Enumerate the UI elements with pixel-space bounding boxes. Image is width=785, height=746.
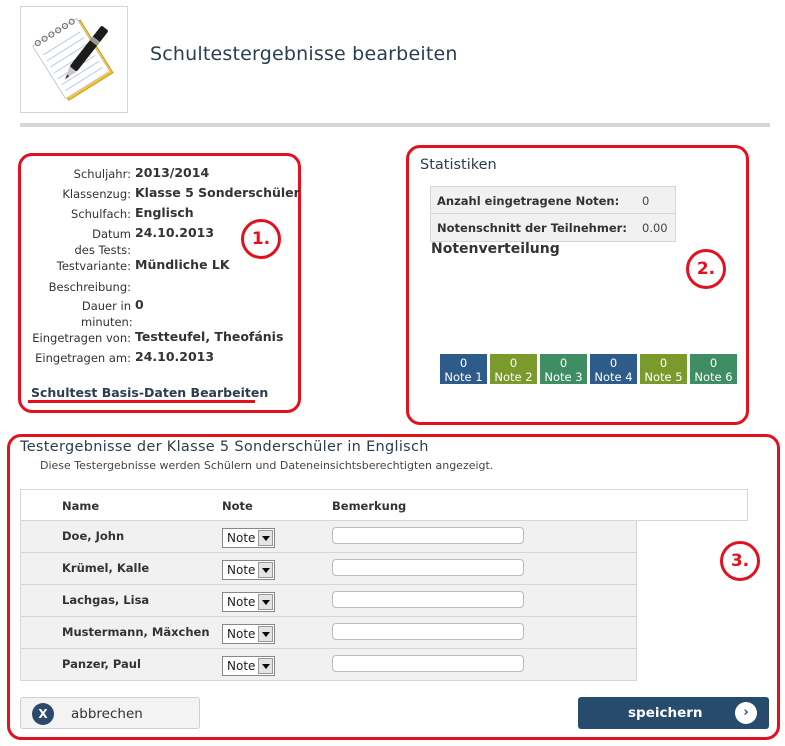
grade-select-value: Note	[227, 659, 256, 673]
grade-label: Note 4	[594, 370, 633, 384]
info-value: 24.10.2013	[135, 225, 215, 240]
annotation-badge-2: 2.	[686, 249, 726, 289]
grade-select[interactable]	[222, 624, 275, 644]
student-name: Lachgas, Lisa	[62, 593, 150, 607]
stats-row-average	[431, 214, 675, 241]
stats-value: 0.00	[642, 221, 668, 235]
statistics-table	[430, 186, 676, 242]
info-label: Eingetragen von:	[32, 331, 131, 345]
grade-select[interactable]	[222, 560, 275, 580]
page-title: Schultestergebnisse bearbeiten	[150, 43, 458, 65]
results-table-body	[20, 521, 637, 681]
grade-select[interactable]	[222, 656, 275, 676]
chevron-down-icon[interactable]	[258, 594, 273, 610]
stats-row-count	[431, 187, 675, 214]
results-table	[20, 489, 748, 681]
grade-bar-note-1	[440, 354, 487, 384]
grade-count: 0	[709, 356, 718, 370]
grade-label: Note 6	[694, 370, 733, 384]
remark-input[interactable]	[332, 623, 524, 640]
student-name: Krümel, Kalle	[62, 561, 150, 575]
info-label: Testvariante:	[56, 259, 131, 273]
remark-input[interactable]	[332, 655, 524, 672]
info-label: Dauer in minuten:	[81, 299, 133, 329]
stats-value: 0	[642, 194, 650, 208]
table-row	[21, 553, 636, 585]
edit-basis-data-link[interactable]: Schultest Basis-Daten Bearbeiten	[31, 385, 269, 400]
grade-label: Note 5	[644, 370, 683, 384]
info-value: 2013/2014	[135, 165, 210, 180]
column-header-bemerkung: Bemerkung	[332, 499, 407, 513]
info-label: Beschreibung:	[48, 280, 131, 294]
info-value: 24.10.2013	[135, 349, 215, 364]
remark-input[interactable]	[332, 591, 524, 608]
header-divider	[20, 123, 770, 127]
info-value: 0	[135, 297, 144, 312]
info-value: Englisch	[135, 205, 194, 220]
annotation-underline	[28, 400, 255, 403]
save-button[interactable]	[578, 697, 769, 729]
column-header-note: Note	[222, 499, 253, 513]
grade-count: 0	[609, 356, 618, 370]
table-row	[21, 617, 636, 649]
grade-select[interactable]	[222, 592, 275, 612]
info-label: Eingetragen am:	[35, 351, 131, 365]
column-header-name: Name	[62, 499, 100, 513]
cancel-button[interactable]	[20, 697, 200, 729]
info-label: Schulfach:	[71, 207, 131, 221]
remark-input[interactable]	[332, 527, 524, 544]
info-value: Klasse 5 Sonderschüler	[135, 185, 300, 200]
chevron-down-icon[interactable]	[258, 562, 273, 578]
annotation-badge-1: 1.	[241, 219, 281, 259]
statistics-title: Statistiken	[420, 157, 497, 173]
grade-bar-note-6	[690, 354, 737, 384]
info-label: Klassenzug:	[62, 187, 131, 201]
results-title: Testergebnisse der Klasse 5 Sonderschüler in Englisch	[20, 439, 429, 455]
grade-label: Note 3	[544, 370, 583, 384]
grade-label: Note 2	[494, 370, 533, 384]
table-row	[21, 521, 636, 553]
results-subtitle: Diese Testergebnisse werden Schülern und Dateneinsichtsberechtigten angezeigt.	[40, 459, 494, 472]
grade-bar-note-4	[590, 354, 637, 384]
info-label: Datum des Tests:	[74, 227, 131, 257]
results-table-header	[20, 489, 748, 521]
grade-select-value: Note	[227, 627, 256, 641]
grade-bar-note-5	[640, 354, 687, 384]
annotation-badge-3: 3.	[720, 541, 760, 581]
chevron-down-icon[interactable]	[258, 530, 273, 546]
grade-select-value: Note	[227, 595, 256, 609]
grade-bar-note-2	[490, 354, 537, 384]
close-icon: X	[32, 703, 54, 725]
grade-distribution-title: Notenverteilung	[431, 241, 560, 257]
save-button-label: speichern	[628, 705, 703, 721]
grade-count: 0	[509, 356, 518, 370]
stats-label: Notenschnitt der Teilnehmer:	[437, 221, 627, 235]
cancel-button-label: abbrechen	[71, 706, 143, 722]
student-name: Mustermann, Mäxchen	[62, 625, 210, 639]
chevron-down-icon[interactable]	[258, 626, 273, 642]
info-value: Mündliche LK	[135, 257, 230, 272]
grade-count: 0	[459, 356, 468, 370]
table-row	[21, 649, 636, 681]
table-row	[21, 585, 636, 617]
student-name: Doe, John	[62, 529, 125, 543]
info-label: Schuljahr:	[73, 167, 131, 181]
app-logo	[20, 6, 128, 113]
arrow-right-icon: ›	[735, 702, 757, 724]
stats-label: Anzahl eingetragene Noten:	[437, 194, 620, 208]
grade-select-value: Note	[227, 531, 256, 545]
info-value: Testteufel, Theofánis	[135, 329, 284, 344]
grade-count: 0	[659, 356, 668, 370]
notepad-pen-icon	[21, 7, 129, 114]
grade-count: 0	[559, 356, 568, 370]
remark-input[interactable]	[332, 559, 524, 576]
grade-select-value: Note	[227, 563, 256, 577]
student-name: Panzer, Paul	[62, 657, 141, 671]
grade-bar-note-3	[540, 354, 587, 384]
grade-select[interactable]	[222, 528, 275, 548]
grade-label: Note 1	[444, 370, 483, 384]
chevron-down-icon[interactable]	[258, 658, 273, 674]
